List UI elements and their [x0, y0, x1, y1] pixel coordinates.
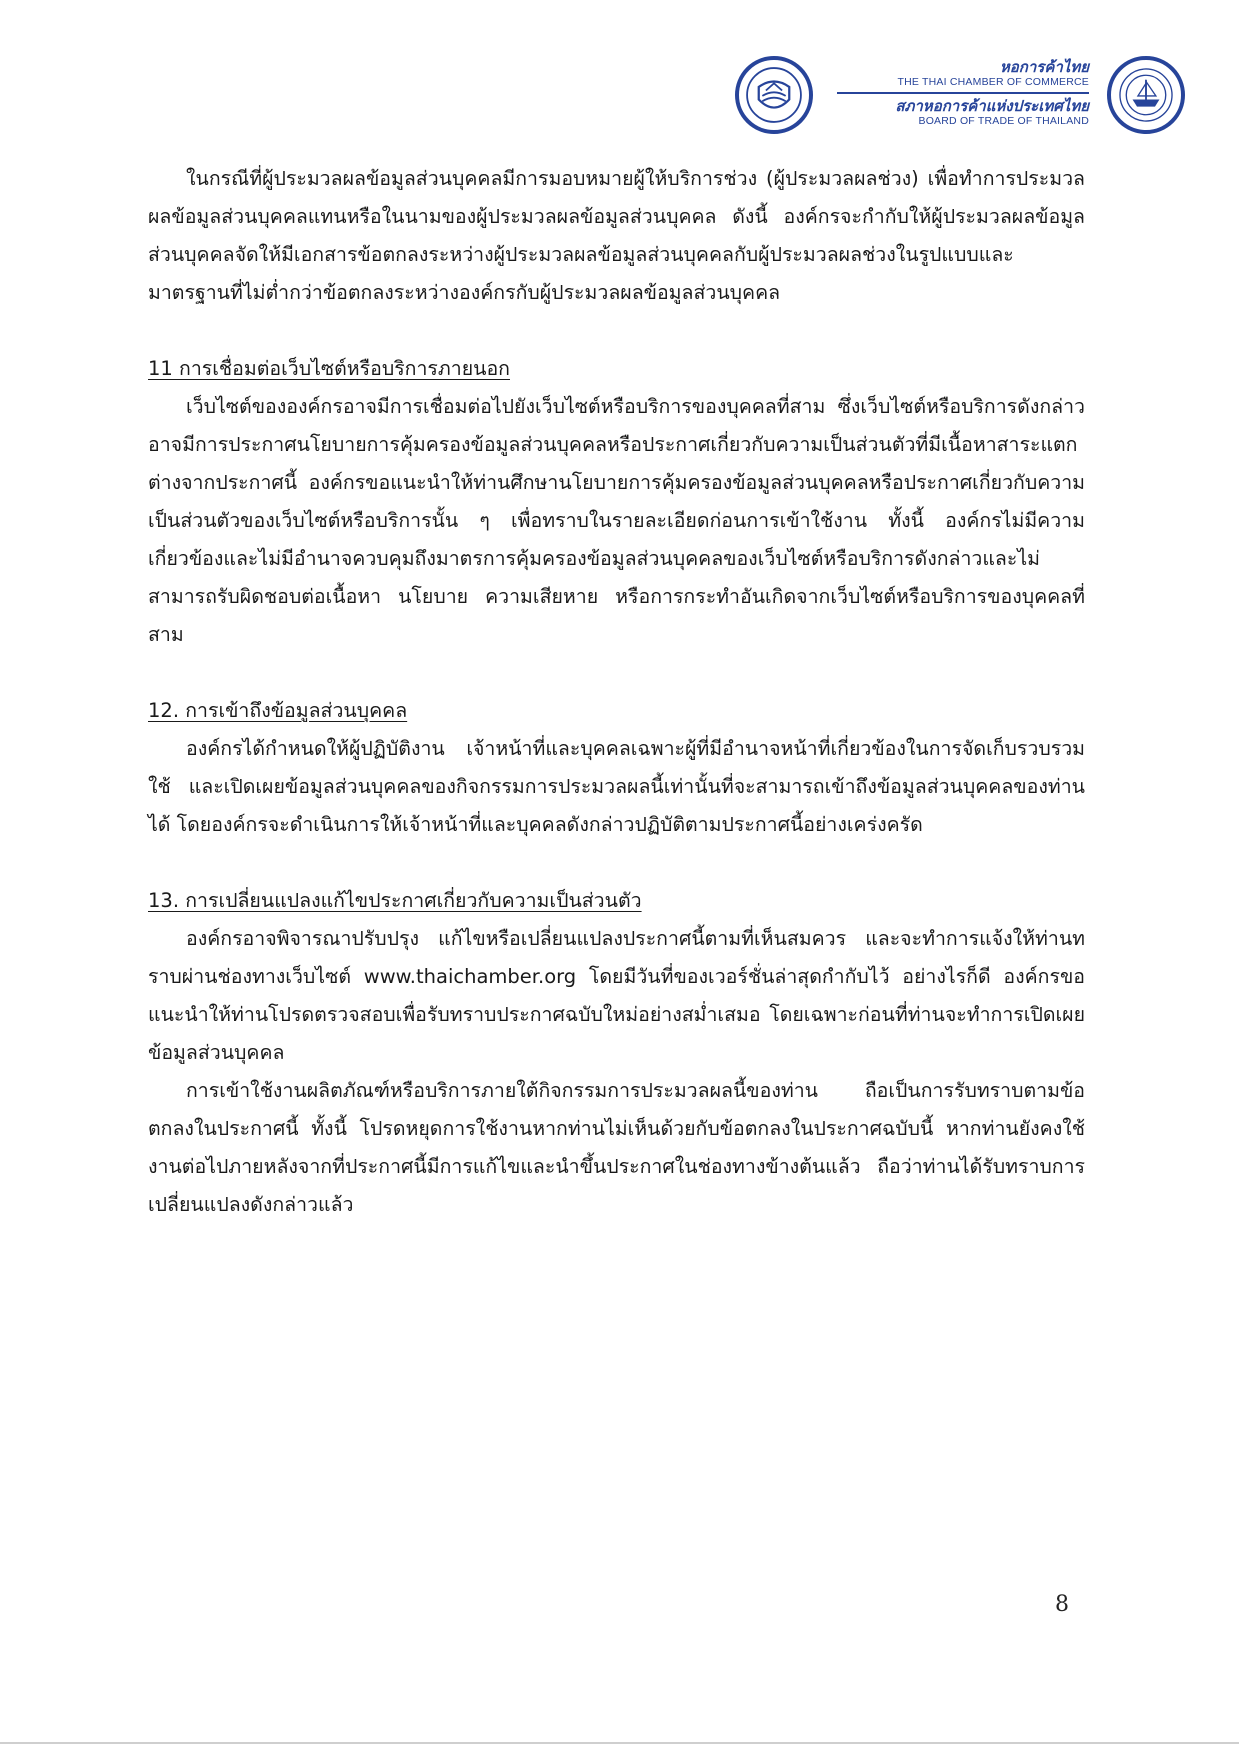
- section-12-paragraph: องค์กรได้กำหนดให้ผู้ปฏิบัติงาน เจ้าหน้าที่และบุคคลเฉพาะผู้ที่มีอำนาจหน้าที่เกี่ยวข้องในการจัดเก็บรวบรวม ใช้ และเปิดเผยข้อมูลส่วนบุคคลของกิจกรรมการประมวลผลนี้เท่านั้นที่จะสามารถเข้าถึงข้อมูลส่วนบุคคลของท่านได้ โดยองค์กรจะดำเนินการให้เจ้าหน้าที่และบุคคลดังกล่าวปฏิบัติตามประกาศนี้อย่างเคร่งครัด: [148, 737, 1085, 836]
- organization-names: [827, 58, 1089, 128]
- page-number: 8: [1055, 1592, 1069, 1617]
- page-bottom-edge: [0, 1742, 1239, 1744]
- document-body: [148, 160, 1085, 1224]
- section-heading-12: 12. การเข้าถึงข้อมูลส่วนบุคคล: [148, 699, 408, 722]
- org-name-board-of-trade: สภาหอการค้าแห่งประเทศไทย: [895, 97, 1089, 115]
- section-gap: [148, 312, 1085, 350]
- section-13-paragraph-1: องค์กรอาจพิจารณาปรับปรุง แก้ไขหรือเปลี่ยนแปลงประกาศนี้ตามที่เห็นสมควร และจะทำการแจ้งให้ท่านทราบผ่านช่องทางเว็บไซต์ www.thaichamber.org โดยมีวันที่ของเวอร์ชั่นล่าสุดกำกับไว้ อย่างไรก็ดี องค์กรขอแนะนำให้ท่านโปรดตรวจสอบเพื่อรับทราบประกาศฉบับใหม่อย่างสม่ำเสมอ โดยเฉพาะก่อนที่ท่านจะทำการเปิดเผยข้อมูลส่วนบุคคล: [148, 927, 1085, 1064]
- section-13-paragraph-2: การเข้าใช้งานผลิตภัณฑ์หรือบริการภายใต้กิจกรรมการประมวลผลนี้ของท่าน ถือเป็นการรับทราบตามข้อตกลงในประกาศนี้ ทั้งนี้ โปรดหยุดการใช้งานหากท่านไม่เห็นด้วยกับข้อตกลงในประกาศฉบับนี้ หากท่านยังคงใช้งานต่อไปภายหลังจากที่ประกาศนี้มีการแก้ไขและนำขึ้นประกาศในช่องทางข้างต้นแล้ว ถือว่าท่านได้รับทราบการเปลี่ยนแปลงดังกล่าวแล้ว: [148, 1079, 1085, 1216]
- board-of-trade-seal-icon: [1107, 56, 1185, 134]
- section-heading-11: 11 การเชื่อมต่อเว็บไซต์หรือบริการภายนอก: [148, 357, 510, 380]
- intro-paragraph: ในกรณีที่ผู้ประมวลผลข้อมูลส่วนบุคคลมีการมอบหมายผู้ให้บริการช่วง (ผู้ประมวลผลช่วง) เพื่อทำการประมวลผลข้อมูลส่วนบุคคลแทนหรือในนามของผู้ประมวลผลข้อมูลส่วนบุคคล ดังนี้ องค์กรจะกำกับให้ผู้ประมวลผลข้อมูลส่วนบุคคลจัดให้มีเอกสารข้อตกลงระหว่างผู้ประมวลผลข้อมูลส่วนบุคคลกับผู้ประมวลผลช่วงในรูปแบบและมาตรฐานที่ไม่ต่ำกว่าข้อตกลงระหว่างองค์กรกับผู้ประมวลผลข้อมูลส่วนบุคคล: [148, 167, 1085, 304]
- letterhead: [735, 50, 1155, 145]
- section-heading-13: 13. การเปลี่ยนแปลงแก้ไขประกาศเกี่ยวกับความเป็นส่วนตัว: [148, 889, 642, 912]
- header-divider: [837, 92, 1089, 94]
- section-11-paragraph: เว็บไซต์ขององค์กรอาจมีการเชื่อมต่อไปยังเว็บไซต์หรือบริการของบุคคลที่สาม ซึ่งเว็บไซต์หรือบริการดังกล่าวอาจมีการประกาศนโยบายการคุ้มครองข้อมูลส่วนบุคคลหรือประกาศเกี่ยวกับความเป็นส่วนตัวที่มีเนื้อหาสาระแตกต่างจากประกาศนี้ องค์กรขอแนะนำให้ท่านศึกษานโยบายการคุ้มครองข้อมูลส่วนบุคคลหรือประกาศเกี่ยวกับความเป็นส่วนตัวของเว็บไซต์หรือบริการนั้น ๆ เพื่อทราบในรายละเอียดก่อนการเข้าใช้งาน ทั้งนี้ องค์กรไม่มีความเกี่ยวข้องและไม่มีอำนาจควบคุมถึงมาตรการคุ้มครองข้อมูลส่วนบุคคลของเว็บไซต์หรือบริการดังกล่าวและไม่สามารถรับผิดชอบต่อเนื้อหา นโยบาย ความเสียหาย หรือการกระทำอันเกิดจากเว็บไซต์หรือบริการของบุคคลที่สาม: [148, 395, 1085, 646]
- org-name-thai-chamber: หอการค้าไทย: [999, 58, 1089, 76]
- org-name-thai-chamber-en: THE THAI CHAMBER OF COMMERCE: [897, 76, 1089, 88]
- section-gap: [148, 844, 1085, 882]
- thai-chamber-seal-icon: [735, 56, 813, 134]
- org-name-board-of-trade-en: BOARD OF TRADE OF THAILAND: [918, 115, 1089, 127]
- section-gap: [148, 654, 1085, 692]
